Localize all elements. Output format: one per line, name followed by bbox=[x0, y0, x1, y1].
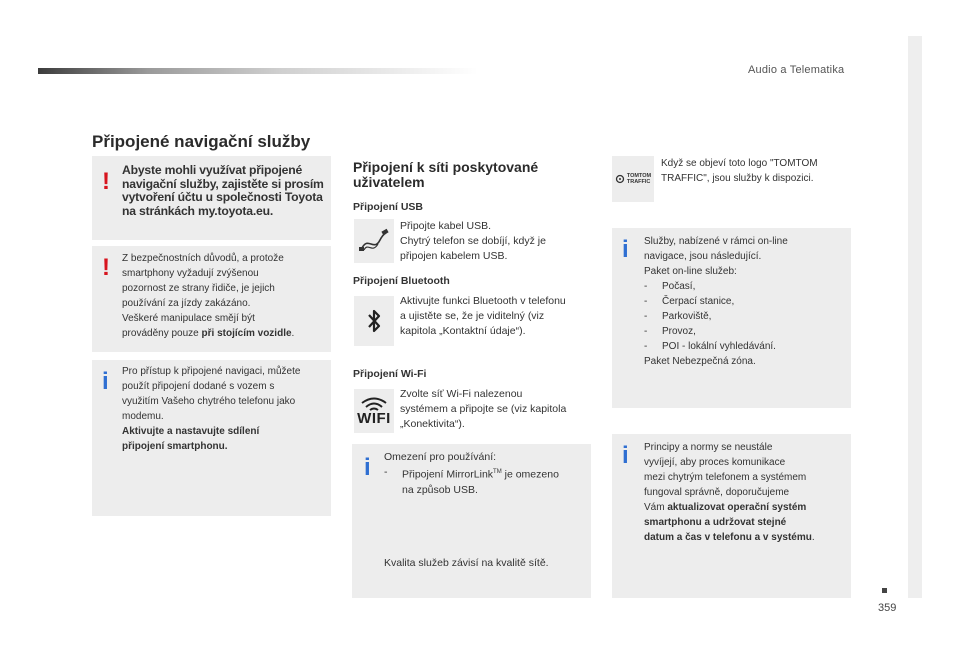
wifi-icon-label: WIFI bbox=[357, 409, 391, 427]
principles-text: Principy a normy se neustále vyvíjejí, aby proces komunikace mezi chytrým telefonem a systémem fungoval správně, doporučujeme Vám aktualizovat operační systém smartphonu a udržovat stejné datum a čas v telefonu a v systému. bbox=[644, 442, 815, 543]
header-section-title: Audio a Telematika bbox=[748, 64, 845, 76]
list-item: - Počasí, bbox=[644, 281, 696, 292]
list-item: - Provoz, bbox=[644, 326, 696, 337]
network-section-heading: Připojení k síti poskytované uživatelem bbox=[353, 159, 539, 190]
info-icon: i bbox=[622, 236, 629, 263]
header-decor-bar bbox=[38, 68, 478, 74]
warning-safety-text: Z bezpečnostních důvodů, a protože smartphony vyžadují zvýšenou pozornost ze strany řidiče, je jejich používání za jízdy zakázáno. Veškeré manipulace smějí být prováděny pouze při stojícím vozidle. bbox=[122, 253, 295, 339]
info-modem-text: Pro přístup k připojené navigaci, můžete použít připojení dodané s vozem s využitím Vašeho chytrého telefonu jako modemu. Aktivujte a nastavujte sdílení připojení smartphonu. bbox=[122, 366, 301, 452]
warning-box-account bbox=[92, 156, 331, 240]
page-marker bbox=[882, 588, 887, 593]
warning-box-safety bbox=[92, 246, 331, 352]
info-box-limits bbox=[352, 444, 591, 598]
list-item: - Parkoviště, bbox=[644, 311, 712, 322]
quality-text: Kvalita služeb závisí na kvalitě sítě. bbox=[384, 557, 549, 569]
page-number: 359 bbox=[878, 602, 897, 614]
bluetooth-icon bbox=[354, 296, 394, 346]
list-item: - POI - lokální vyhledávání. bbox=[644, 341, 776, 352]
exclamation-icon: ! bbox=[102, 168, 110, 195]
bluetooth-text: Aktivujte funkci Bluetooth v telefonu a ujistěte se, že je viditelný (viz kapitola „Kontaktní údaje“). bbox=[400, 295, 566, 337]
info-box-services bbox=[612, 228, 851, 408]
limits-text: Omezení pro používání: - Připojení MirrorLink™ je omezeno na způsob USB. bbox=[384, 451, 559, 496]
wifi-text: Zvolte síť Wi-Fi nalezenou systémem a připojte se (viz kapitola „Konektivita“). bbox=[400, 388, 567, 430]
tomtom-traffic-icon: TOMTOM TRAFFIC bbox=[612, 156, 654, 202]
usb-cable-icon bbox=[354, 219, 394, 263]
services-text: Služby, nabízené v rámci on-line navigace, jsou následující. Paket on-line služeb: - Počasí, - Čerpací stanice, - Parkoviště, - Provoz, - POI - lokální vyhledávání. Paket Nebezpečná zóna. bbox=[644, 234, 844, 369]
info-box-principles bbox=[612, 434, 851, 598]
page-edge-strip bbox=[908, 36, 922, 598]
info-icon: i bbox=[364, 454, 371, 481]
usb-text: Připojte kabel USB. Chytrý telefon se dobíjí, když je připojen kabelem USB. bbox=[400, 220, 546, 262]
wifi-icon bbox=[354, 389, 394, 433]
exclamation-icon: ! bbox=[102, 254, 110, 281]
info-box-modem bbox=[92, 360, 331, 516]
bluetooth-heading: Připojení Bluetooth bbox=[353, 275, 450, 287]
info-icon: i bbox=[622, 442, 629, 469]
info-icon: i bbox=[102, 368, 109, 395]
list-item: - Čerpací stanice, bbox=[644, 296, 735, 307]
tomtom-text: Když se objeví toto logo "TOMTOM TRAFFIC", jsou služby k dispozici. bbox=[661, 158, 818, 184]
usb-heading: Připojení USB bbox=[353, 201, 424, 213]
page-title: Připojené navigační služby bbox=[92, 132, 311, 151]
wifi-heading: Připojení Wi-Fi bbox=[353, 368, 427, 380]
warning-account-text: Abyste mohli využívat připojené navigační služby, zajistěte si prosím vytvoření účtu u společnosti Toyota na stránkách my.toyota.eu. bbox=[122, 163, 324, 218]
